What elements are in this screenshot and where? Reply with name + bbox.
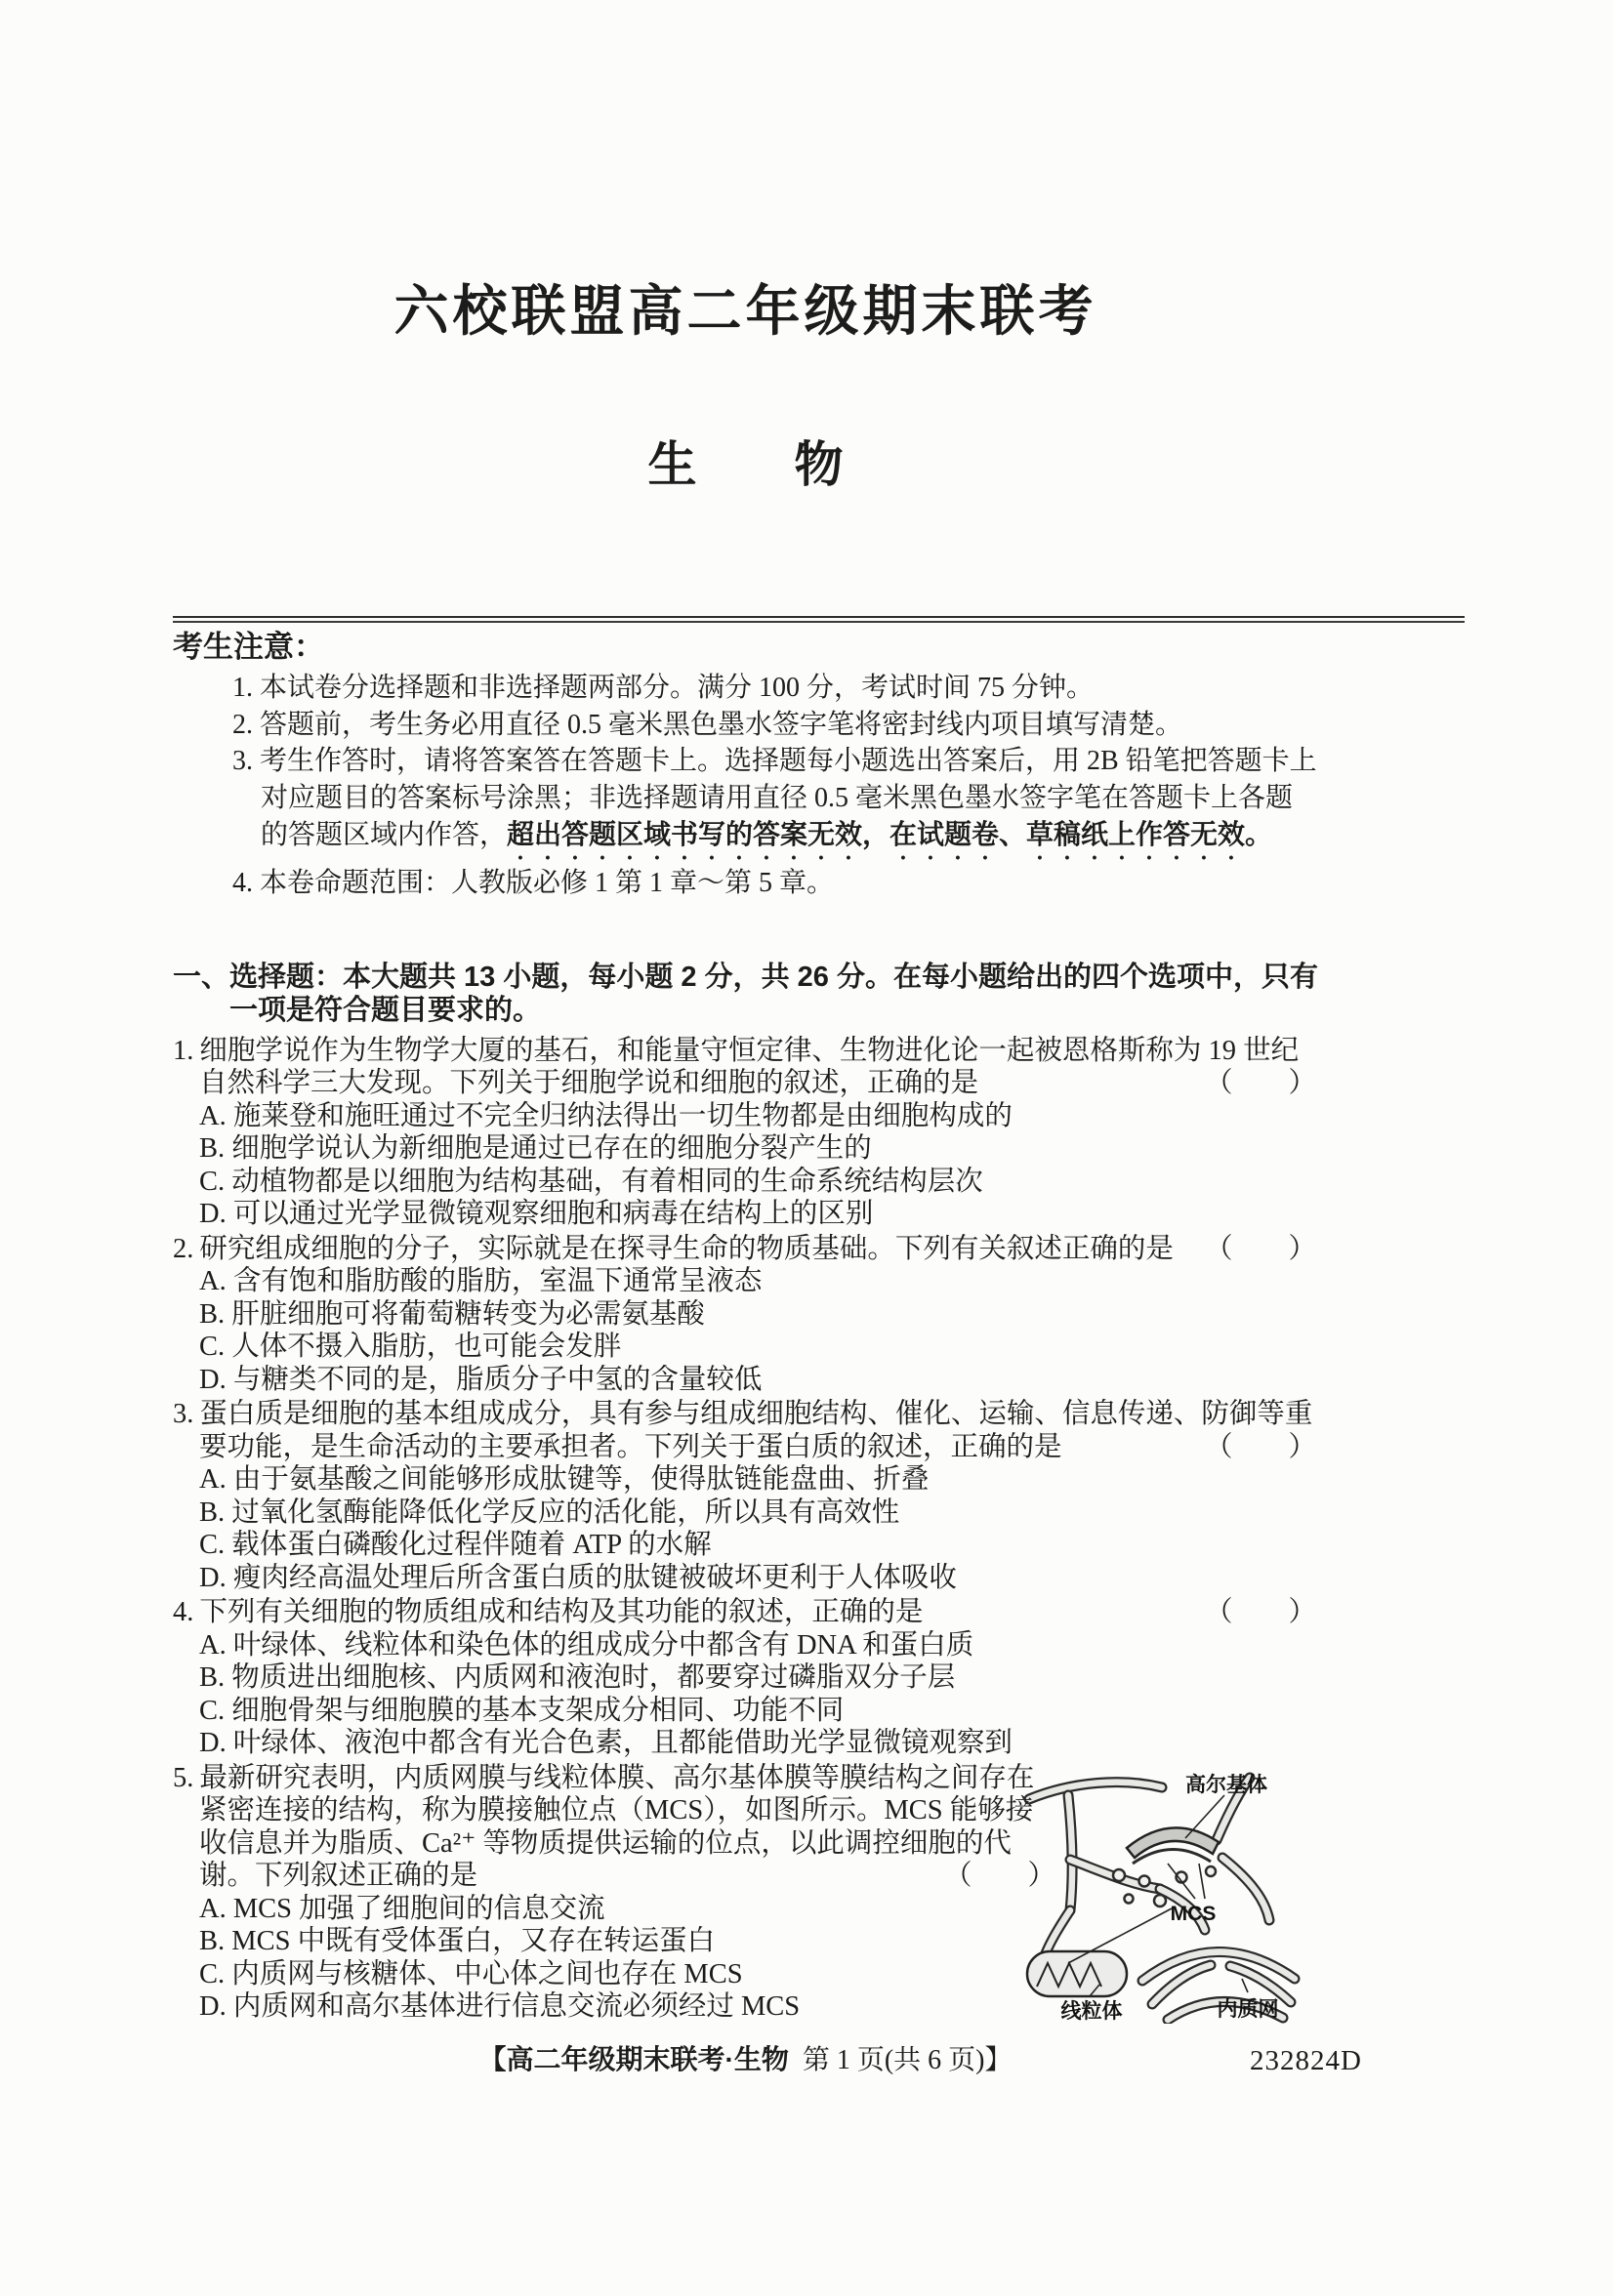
question-4 [173, 1596, 1318, 1760]
question-list [173, 1035, 1318, 2032]
notice-heading: 考生注意： [173, 630, 324, 664]
question-1-option-c: C. 动植物都是以细胞为结构基础，有着相同的生命系统结构层次 [199, 1166, 983, 1197]
question-2-stem-text: 研究组成细胞的分子，实际就是在探寻生命的物质基础。下列有关叙述正确的是 [199, 1233, 1174, 1264]
notice-item-1: 1. 本试卷分选择题和非选择题两部分。满分 100 分，考试时间 75 分钟。 [232, 673, 1095, 703]
question-4-stem-text: 下列有关细胞的物质组成和结构及其功能的叙述，正确的是 [199, 1597, 924, 1627]
notice-list [173, 670, 1318, 902]
er-label: 内质网 [1217, 1997, 1279, 2021]
cell-structure-figure [1013, 1762, 1306, 2032]
question-3-stem-text: 蛋白质是细胞的基本组成成分，具有参与组成细胞结构、催化、运输、信息传递、防御等重要功能，是生命活动的主要承担者。下列关于蛋白质的叙述，正确的是 [199, 1399, 1313, 1462]
footer-page-number: 第 1 页(共 6 页)】 [802, 2045, 1013, 2075]
notice-item-3-emphasis: 超出答题区域书写的答案无效，在试题卷、草稿纸上作答无效。 [507, 819, 1273, 849]
notice-item-2: 2. 答题前，考生务必用直径 0.5 毫米黑色墨水签字笔将密封线内项目填写清楚。 [232, 709, 1183, 740]
page-footer [173, 2042, 1362, 2078]
question-2-number: 2. [173, 1233, 194, 1264]
question-4-number: 4. [173, 1597, 194, 1627]
question-3 [173, 1398, 1318, 1594]
mitochondria-label: 线粒体 [1060, 1999, 1123, 2023]
question-5-number: 5. [173, 1762, 194, 1793]
mcs-label: MCS [1170, 1902, 1217, 1925]
question-1-option-a: A. 施莱登和施旺通过不完全归纳法得出一切生物都是由细胞构成的 [199, 1100, 1013, 1131]
question-2-stem [173, 1233, 1318, 1266]
question-4-option-b: B. 物质进出细胞核、内质网和液泡时，都要穿过磷脂双分子层 [199, 1662, 956, 1693]
question-3-option-d: D. 瘦肉经高温处理后所含蛋白质的肽键被破坏更利于人体吸收 [199, 1562, 957, 1593]
question-2-option-b: B. 肝脏细胞可将葡萄糖转变为必需氨基酸 [199, 1298, 705, 1330]
question-4-option-d: D. 叶绿体、液泡中都含有光合色素，且都能借助光学显微镜观察到 [199, 1728, 1013, 1758]
answer-bracket-5: （ ） [943, 1861, 1055, 1891]
answer-bracket-3: （ ） [1204, 1431, 1316, 1462]
question-4-option-c: C. 细胞骨架与细胞膜的基本支架成分相同、功能不同 [199, 1695, 845, 1726]
question-4-stem [173, 1596, 1318, 1629]
question-5-stem [173, 1762, 1057, 1893]
golgi-label: 高尔基体 [1185, 1773, 1267, 1796]
question-3-option-c: C. 载体蛋白磷酸化过程伴随着 ATP 的水解 [199, 1530, 712, 1560]
question-1-option-b: B. 细胞学说认为新细胞是通过已存在的细胞分裂产生的 [199, 1133, 872, 1164]
question-1-stem-text: 细胞学说作为生物学大厦的基石，和能量守恒定律、生物进化论一起被恩格斯称为 19 世纪自然科学三大发现。下列关于细胞学说和细胞的叙述，正确的是 [199, 1035, 1300, 1098]
question-1-stem [173, 1035, 1318, 1100]
question-3-option-b: B. 过氧化氢酶能降低化学反应的活化能，所以具有高效性 [199, 1496, 900, 1528]
notice-item-3 [173, 743, 1318, 865]
golgi-body [1127, 1827, 1219, 1858]
question-3-number: 3. [173, 1399, 194, 1429]
question-5-option-b: B. MCS 中既有受体蛋白，又存在转运蛋白 [199, 1926, 716, 1956]
answer-bracket-4: （ ） [1204, 1597, 1316, 1627]
question-5-stem-text: 最新研究表明，内质网膜与线粒体膜、高尔基体膜等膜结构之间存在紧密连接的结构，称为膜接触位点（MCS），如图所示。MCS 能够接收信息并为脂质、Ca²⁺ 等物质提供运输的位点，以此调控细胞的代谢。下列叙述正确的是 [199, 1762, 1035, 1891]
question-3-stem [173, 1398, 1318, 1463]
question-4-option-a: A. 叶绿体、线粒体和染色体的组成成分中都含有 DNA 和蛋白质 [199, 1629, 974, 1660]
notice-item-3-lead: 3. 考生作答时，请将答案答在答题卡上。选择题每小题选出答案后，用 2B 铅笔把答题卡上对应题目的答案标号涂黑；非选择题请用直径 0.5 毫米黑色墨水签字笔在答题卡上各题的答题区域内作答， [232, 746, 1317, 850]
question-5-option-d: D. 内质网和高尔基体进行信息交流必须经过 MCS [199, 1991, 801, 2022]
footer-booklet: 【高二年级期末联考·生物 [478, 2044, 789, 2074]
footer-code: 232824D [1250, 2045, 1362, 2076]
question-5-option-a: A. MCS 加强了细胞间的信息交流 [199, 1893, 605, 1924]
page-content [173, 0, 1318, 2031]
notice-item-4: 4. 本卷命题范围：人教版必修 1 第 1 章～第 5 章。 [232, 868, 835, 898]
question-1-option-d: D. 可以通过光学显微镜观察细胞和病毒在结构上的区别 [199, 1199, 874, 1229]
question-1 [173, 1035, 1318, 1231]
exam-title: 六校联盟高二年级期末联考 [393, 282, 1097, 343]
exam-subject: 生 物 [647, 437, 844, 492]
question-5-text-column [173, 1762, 1057, 2024]
question-3-option-a: A. 由于氨基酸之间能够形成肽键等，使得肽链能盘曲、折叠 [199, 1464, 930, 1495]
question-2-option-d: D. 与糖类不同的是，脂质分子中氢的含量较低 [199, 1364, 763, 1395]
question-2-option-c: C. 人体不摄入脂肪，也可能会发胖 [199, 1332, 622, 1362]
question-5 [173, 1762, 1318, 2032]
answer-bracket-2: （ ） [1204, 1233, 1316, 1264]
section-heading: 一、选择题：本大题共 13 小题，每小题 2 分，共 26 分。在每小题给出的四个选项中，只有一项是符合题目要求的。 [173, 961, 1318, 1026]
question-2 [173, 1233, 1318, 1397]
header-divider [173, 616, 1465, 623]
question-5-option-c: C. 内质网与核糖体、中心体之间也存在 MCS [199, 1958, 743, 1989]
question-2-option-a: A. 含有饱和脂肪酸的脂肪，室温下通常呈液态 [199, 1266, 763, 1296]
question-1-number: 1. [173, 1035, 194, 1066]
answer-bracket-1: （ ） [1204, 1068, 1316, 1098]
cell-structure-diagram [1013, 1762, 1306, 2024]
